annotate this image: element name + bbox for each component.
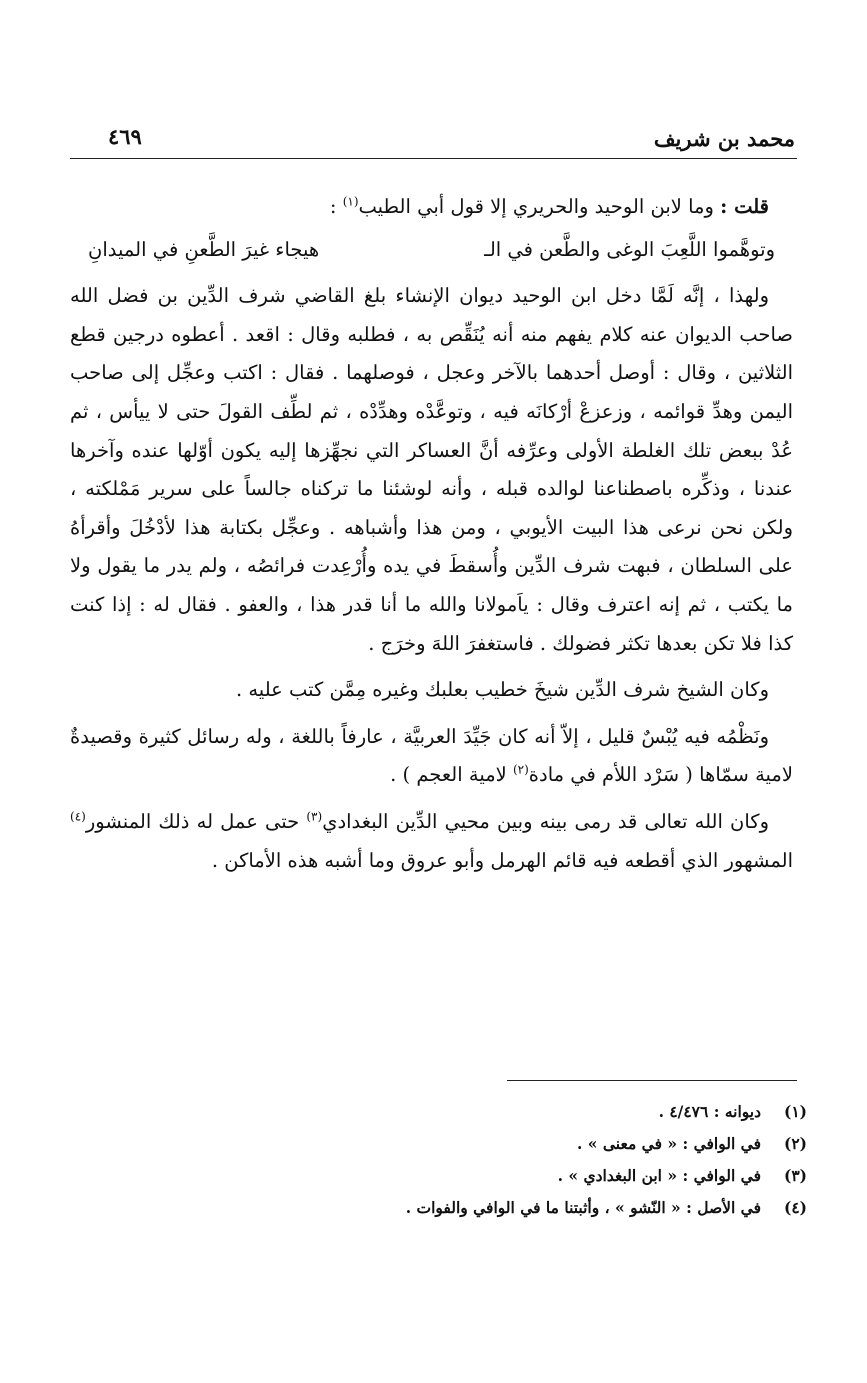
footnote-text: في الوافي : « في معنى » . <box>577 1134 761 1153</box>
paragraph-3-text-b: لامية العجم ) . <box>390 763 513 787</box>
paragraph-3-text-a: ونَظْمُه فيه يُبْسٌ قليل ، إلاّ أنه كان جَيِّدَ العربيَّة ، عارفاً باللغة ، وله رسائل كثيرة وقصيدةٌ لامية سمّاها ( سَرْد اللأم في مادة <box>70 724 793 787</box>
footnote-number: (١) <box>783 1102 807 1121</box>
footnote <box>70 1160 807 1192</box>
footnote-separator <box>507 1080 797 1081</box>
footnote-number: (٣) <box>783 1166 807 1185</box>
footnote-number: (٢) <box>783 1134 807 1153</box>
paragraph-3 <box>70 718 793 795</box>
footnote <box>70 1096 807 1128</box>
footnote-ref-4: (٤) <box>70 809 86 824</box>
footnote <box>70 1192 807 1224</box>
page-number: ٤٦٩ <box>108 124 142 149</box>
intro-tail: : <box>329 195 343 218</box>
footnote-text: في الأصل : « النّشو » ، وأثبتنا ما في الوافي والفوات . <box>405 1198 761 1217</box>
poem-verse <box>88 231 775 270</box>
paragraph-1: ولهذا ، إنَّه لَمَّا دخل ابن الوحيد ديوان الإنشاء بلغ القاضي شرف الدِّين بن فضل الله صاحب الديوان عنه كلام يفهم منه أنه يُنَقِّص به ، فطلبه وقال : اقعد . أعطوه درجين قطع الثلاثين ، وقال : أوصل أحدهما بالآخر وعجل ، فوصلهما . فقال : اكتب وعجِّل إلى صاحب اليمن وهدِّ قوائمه ، وزعزعْ أرْكانَه فيه ، وتوعَّدْه وهدِّدْه ، ثم لطِّف القولَ حتى لا ييأس ، ثم عُدْ ببعض تلك الغلطة الأولى وعرِّفه أنَّ العساكر التي نجهِّزها إليه يكون أوّلها عنده وآخرها عندنا ، وذكِّره باصطناعنا لوالده قبله ، وأنه لوشئنا ما تركناه جالساً على سرير مَمْلكته ، ولكن نحن نرعى هذا البيت الأيوبي ، ومن هذا وأشباهه . وعجِّل بكتابة هذا لأدْخُلَ وأقرأهُ على السلطان ، فبهت شرف الدِّين وأُسقطَ في يده وأُرْعِدت فرائصُه ، ولم يدر ما يقول ولا ما يكتب ، ثم إنه اعترف وقال : ياَمولانا والله ما أنا قدر هذا ، والعفو . فقال له : إذا كنت كذا فلا تكن بعدها تكثر فضولك . فاستغفرَ اللهَ وخرَج . <box>70 284 793 655</box>
footnote-ref-1: (١) <box>342 194 359 209</box>
footnote-text: ديوانه : ٤/٤٧٦ . <box>658 1102 761 1121</box>
footnotes <box>70 1096 807 1224</box>
paragraph-4-text-b: حتى عمل له ذلك المنشور <box>85 809 307 833</box>
paragraph-4-text-c: المشهور الذي أقطعه فيه قائم الهرمل وأبو عروق وما أشبه هذه الأماكن . <box>211 848 793 872</box>
running-head: محمد بن شريف <box>653 126 795 151</box>
footnote-text: في الوافي : « ابن البغدادي » . <box>557 1166 761 1185</box>
footnote-number: (٤) <box>783 1198 807 1217</box>
footnote-ref-3: (٣) <box>306 809 323 824</box>
footnote-ref-2: (٢) <box>512 762 529 777</box>
page-header <box>70 118 797 159</box>
intro-lead: قلت : <box>720 195 769 218</box>
verse-first-hemistich: وتوهَّموا اللَّعِبَ الوغى والطَّعن في الـ <box>484 237 775 261</box>
paragraph-4 <box>70 803 793 880</box>
main-text <box>70 188 793 880</box>
verse-second-hemistich: هيجاء غيرَ الطَّعنِ في الميدانِ <box>88 237 320 261</box>
footnote <box>70 1128 807 1160</box>
paragraph-2: وكان الشيخ شرف الدِّين شيخَ خطيب بعلبك وغيره مِمَّن كتب عليه . <box>235 678 769 702</box>
intro-paragraph <box>70 188 793 227</box>
intro-text: وما لابن الوحيد والحريري إلا قول أبي الطيب <box>358 195 714 218</box>
paragraph-4-text-a: وكان الله تعالى قد رمى بينه وبين محيي الدِّين البغدادي <box>322 809 770 833</box>
